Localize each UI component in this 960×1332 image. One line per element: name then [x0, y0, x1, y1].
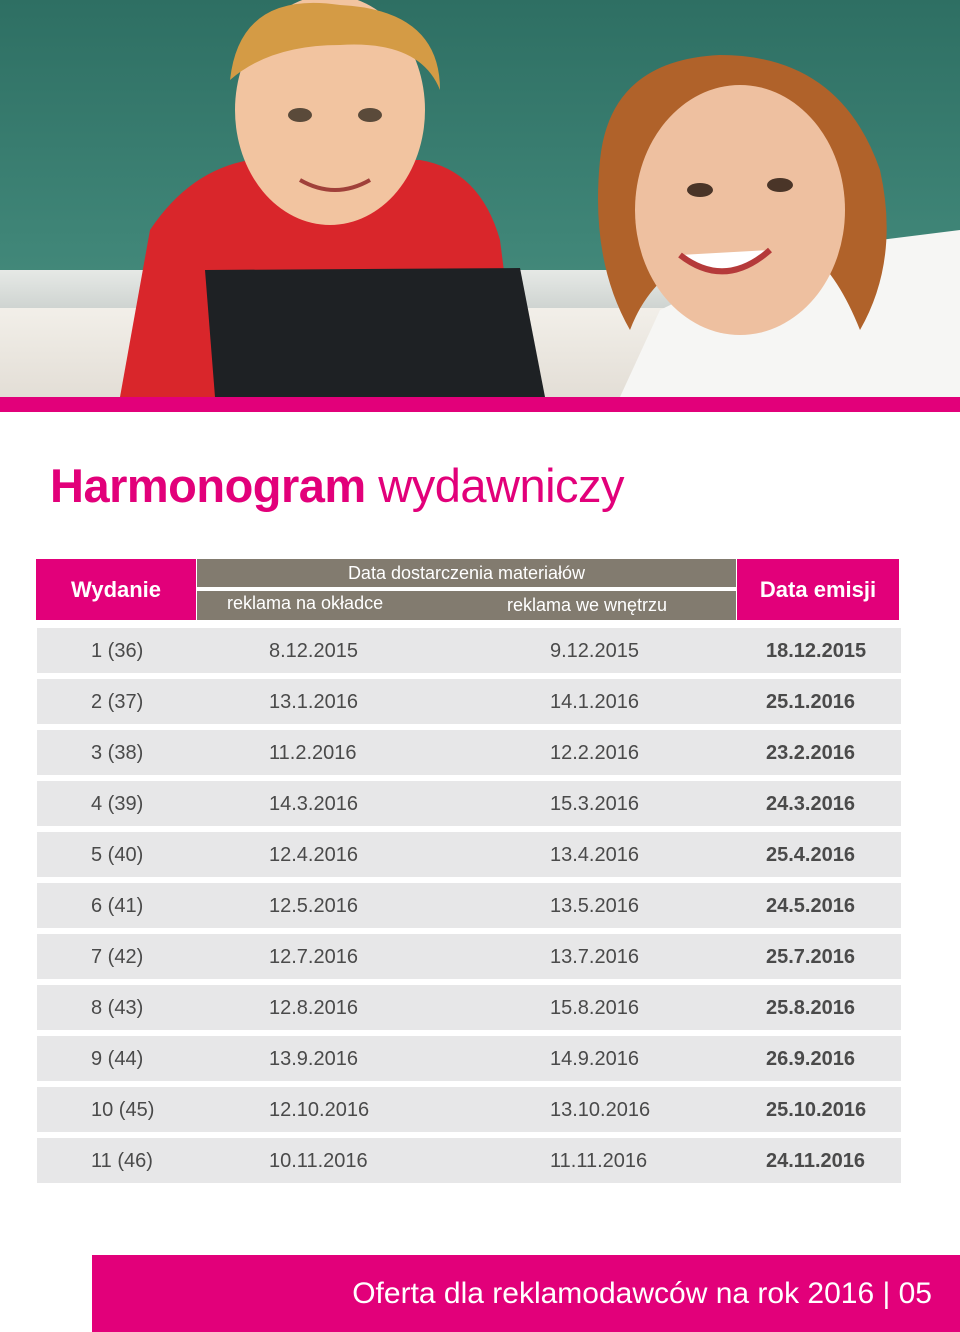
- cell-issue: 6 (41): [91, 895, 144, 917]
- cell-cover: 13.1.2016: [269, 691, 358, 713]
- cell-release: 18.12.2015: [766, 640, 867, 662]
- cell-inside: 12.2.2016: [550, 742, 639, 764]
- cell-issue: 3 (38): [91, 742, 144, 764]
- cell-inside: 13.5.2016: [550, 895, 639, 917]
- photo-illustration: [0, 0, 960, 397]
- footer-banner: [92, 1255, 960, 1332]
- table-row: [37, 730, 901, 775]
- cell-release: 24.11.2016: [766, 1150, 865, 1172]
- cell-release: 24.5.2016: [766, 895, 855, 917]
- cell-release: 23.2.2016: [766, 742, 855, 764]
- cell-cover: 12.8.2016: [269, 997, 358, 1019]
- cell-inside: 13.10.2016: [550, 1099, 651, 1121]
- header-inside-ad: reklama we wnętrzu: [507, 595, 668, 615]
- cell-issue: 2 (37): [91, 691, 144, 713]
- cell-cover: 14.3.2016: [269, 793, 358, 815]
- cell-release: 25.8.2016: [766, 997, 855, 1019]
- cell-release: 24.3.2016: [766, 793, 855, 815]
- cell-inside: 14.9.2016: [550, 1048, 639, 1070]
- table-row: [37, 883, 901, 928]
- page-title: [50, 458, 624, 514]
- table-row: [37, 781, 901, 826]
- table-row: [37, 1036, 901, 1081]
- cell-release: 25.10.2016: [766, 1099, 867, 1121]
- cell-issue: 11 (46): [91, 1150, 153, 1172]
- accent-bar: [0, 397, 960, 412]
- table-row: [37, 679, 901, 724]
- cell-release: 25.7.2016: [766, 946, 855, 968]
- cell-inside: 13.7.2016: [550, 946, 639, 968]
- cell-inside: 15.8.2016: [550, 997, 639, 1019]
- cell-issue: 7 (42): [91, 946, 144, 968]
- cell-inside: 13.4.2016: [550, 844, 639, 866]
- title-bold: Harmonogram: [50, 459, 366, 512]
- cell-cover: 10.11.2016: [269, 1150, 368, 1172]
- cell-cover: 12.7.2016: [269, 946, 358, 968]
- cell-cover: 8.12.2015: [269, 640, 358, 662]
- cell-cover: 12.5.2016: [269, 895, 358, 917]
- table-row: [37, 832, 901, 877]
- cell-cover: 13.9.2016: [269, 1048, 358, 1070]
- header-release-date: Data emisji: [737, 559, 899, 620]
- cell-issue: 10 (45): [91, 1099, 155, 1121]
- footer-text: Oferta dla reklamodawców na rok 2016 | 05: [352, 1277, 932, 1310]
- cell-cover: 12.10.2016: [269, 1099, 370, 1121]
- hero-photo: [0, 0, 960, 397]
- cell-release: 25.1.2016: [766, 691, 855, 713]
- cell-issue: 4 (39): [91, 793, 144, 815]
- cell-issue: 8 (43): [91, 997, 144, 1019]
- header-divider: [197, 587, 736, 591]
- table-row: [37, 934, 901, 979]
- schedule-table: [37, 628, 901, 1189]
- cell-inside: 14.1.2016: [550, 691, 639, 713]
- table-row: [37, 985, 901, 1030]
- cell-inside: 9.12.2015: [550, 640, 639, 662]
- cell-inside: 11.11.2016: [550, 1150, 648, 1172]
- cell-inside: 15.3.2016: [550, 793, 639, 815]
- cell-cover: 11.2.2016: [269, 742, 357, 764]
- header-material-title: Data dostarczenia materiałów: [347, 562, 586, 583]
- header-material-delivery: [197, 559, 736, 620]
- table-row: [37, 628, 901, 673]
- table-row: [37, 1087, 901, 1132]
- cell-release: 26.9.2016: [766, 1048, 855, 1070]
- cell-cover: 12.4.2016: [269, 844, 358, 866]
- header-cover-ad: reklama na okładce: [227, 593, 384, 613]
- woman-face: [635, 85, 845, 335]
- header-issue: Wydanie: [36, 559, 196, 620]
- table-row: [37, 1138, 901, 1183]
- cell-issue: 1 (36): [91, 640, 144, 662]
- laptop: [205, 268, 545, 397]
- title-regular: wydawniczy: [378, 459, 625, 512]
- cell-issue: 5 (40): [91, 844, 144, 866]
- cell-release: 25.4.2016: [766, 844, 855, 866]
- cell-issue: 9 (44): [91, 1048, 144, 1070]
